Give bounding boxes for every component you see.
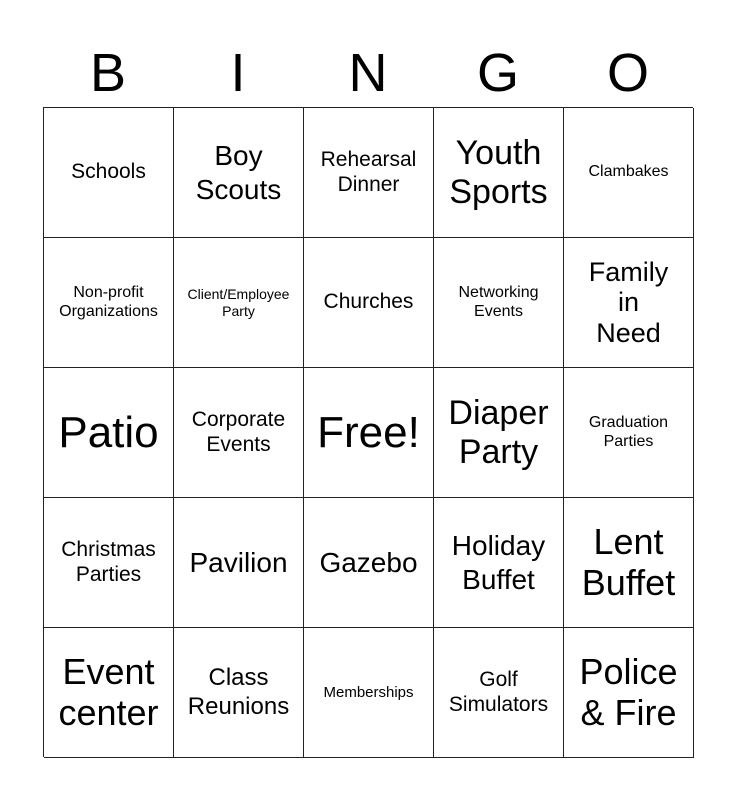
bingo-cell-memberships[interactable] xyxy=(304,628,434,758)
bingo-cell-patio[interactable] xyxy=(44,368,174,498)
bingo-cell-churches[interactable] xyxy=(304,238,434,368)
cell-label: Class Reunions xyxy=(187,664,290,720)
header-letter-i: I xyxy=(230,43,246,103)
bingo-cell-graduation-parties[interactable] xyxy=(564,368,694,498)
bingo-board xyxy=(43,107,693,757)
bingo-cell-corporate-events[interactable] xyxy=(174,368,304,498)
bingo-cell-free-space[interactable] xyxy=(304,368,434,498)
bingo-cell-client-employee-party[interactable] xyxy=(174,238,304,368)
cell-label: Corporate Events xyxy=(191,407,286,456)
bingo-cell-boy-scouts[interactable] xyxy=(174,108,304,238)
cell-label: Non-profit Organizations xyxy=(59,283,158,320)
cell-label: Pavilion xyxy=(189,546,288,578)
cell-label: Diaper Party xyxy=(448,394,549,471)
bingo-cell-christmas-parties[interactable] xyxy=(44,498,174,628)
cell-label: Clambakes xyxy=(588,163,669,181)
cell-label: Schools xyxy=(71,160,146,184)
bingo-header xyxy=(43,40,693,106)
bingo-cell-golf-simulators[interactable] xyxy=(434,628,564,758)
header-letter-o: O xyxy=(606,43,649,103)
cell-label: Holiday Buffet xyxy=(451,530,546,595)
cell-label: Free! xyxy=(317,407,420,457)
cell-label: Churches xyxy=(323,290,414,314)
cell-label: Patio xyxy=(58,407,159,457)
bingo-cell-networking-events[interactable] xyxy=(434,238,564,368)
header-letter-n: N xyxy=(348,43,388,103)
bingo-cell-family-in-need[interactable] xyxy=(564,238,694,368)
bingo-cell-clambakes[interactable] xyxy=(564,108,694,238)
bingo-cell-diaper-party[interactable] xyxy=(434,368,564,498)
bingo-cell-event-center[interactable] xyxy=(44,628,174,758)
cell-label: Client/Employee Party xyxy=(187,285,290,319)
cell-label: Graduation Parties xyxy=(588,413,669,450)
bingo-cell-gazebo[interactable] xyxy=(304,498,434,628)
bingo-cell-non-profit-organizations[interactable] xyxy=(44,238,174,368)
cell-label: Golf Simulators xyxy=(448,667,549,716)
cell-label: Memberships xyxy=(323,683,414,701)
cell-label: Family in Need xyxy=(588,257,669,348)
cell-label: Youth Sports xyxy=(449,134,548,211)
cell-label: Lent Buffet xyxy=(581,521,676,603)
bingo-cell-police-fire[interactable] xyxy=(564,628,694,758)
cell-label: Networking Events xyxy=(458,283,539,320)
cell-label: Rehearsal Dinner xyxy=(320,147,417,196)
header-letter-g: G xyxy=(476,43,519,103)
cell-label: Police & Fire xyxy=(579,651,678,733)
cell-label: Christmas Parties xyxy=(61,537,156,586)
bingo-cell-class-reunions[interactable] xyxy=(174,628,304,758)
bingo-cell-holiday-buffet[interactable] xyxy=(434,498,564,628)
header-letter-b: B xyxy=(89,43,127,103)
cell-label: Event center xyxy=(58,651,159,733)
bingo-cell-pavilion[interactable] xyxy=(174,498,304,628)
cell-label: Boy Scouts xyxy=(195,140,282,205)
cell-label: Gazebo xyxy=(319,546,418,578)
bingo-cell-youth-sports[interactable] xyxy=(434,108,564,238)
bingo-cell-lent-buffet[interactable] xyxy=(564,498,694,628)
bingo-cell-schools[interactable] xyxy=(44,108,174,238)
bingo-cell-rehearsal-dinner[interactable] xyxy=(304,108,434,238)
